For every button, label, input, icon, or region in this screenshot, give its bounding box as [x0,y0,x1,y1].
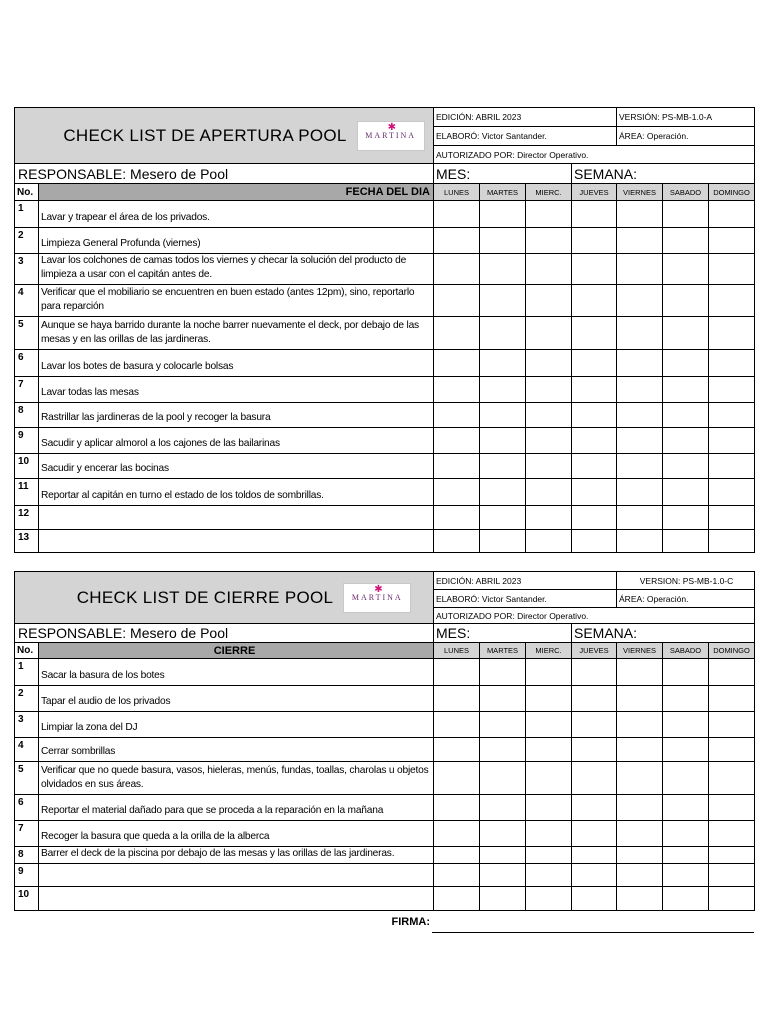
logo-star-icon: ✱ [374,583,383,595]
martina-logo: ✱ MARTINA [343,583,411,613]
check-cell-lunes[interactable] [434,201,480,228]
check-cell-miercoles[interactable] [526,864,572,887]
check-cell-martes[interactable] [480,454,526,479]
check-cell-domingo[interactable] [709,659,755,686]
opening-checklist [14,107,754,553]
check-cell-domingo[interactable] [709,479,755,506]
closing-col-main: CIERRE [39,643,434,659]
check-cell-martes[interactable] [480,864,526,887]
opening-mes: MES: [434,164,572,184]
table-row [15,285,755,317]
check-cell-viernes[interactable] [617,712,663,738]
check-cell-sabado[interactable] [663,454,709,479]
martina-logo: ✱ MARTINA [357,121,425,151]
check-cell-sabado[interactable] [663,712,709,738]
check-cell-sabado[interactable] [663,317,709,350]
check-cell-sabado[interactable] [663,201,709,228]
check-cell-jueves[interactable] [572,712,617,738]
check-cell-viernes[interactable] [617,659,663,686]
check-cell-miercoles[interactable] [526,201,572,228]
closing-area: ÁREA: Operación. [617,590,755,608]
check-cell-jueves[interactable] [572,738,617,762]
row-number: 3 [15,254,39,285]
task-description: Limpieza General Profunda (viernes) [39,228,434,254]
check-cell-miercoles[interactable] [526,506,572,530]
row-number: 13 [15,530,39,553]
check-cell-martes[interactable] [480,659,526,686]
check-cell-martes[interactable] [480,377,526,403]
check-cell-sabado[interactable] [663,530,709,553]
check-cell-viernes[interactable] [617,317,663,350]
check-cell-sabado[interactable] [663,762,709,795]
table-row [15,659,755,686]
check-cell-sabado[interactable] [663,738,709,762]
signature-line[interactable] [432,932,754,933]
firma-label: FIRMA: [391,916,430,928]
check-cell-martes[interactable] [480,201,526,228]
task-description: Reportar al capitán en turno el estado de los toldos de sombrillas. [39,479,434,506]
row-number: 3 [15,712,39,738]
row-number: 5 [15,317,39,350]
check-cell-jueves[interactable] [572,821,617,847]
opening-day-viernes: VIERNES [617,184,663,201]
closing-elaboro: ELABORÓ: Victor Santander. [434,590,617,608]
task-description: Verificar que no quede basura, vasos, hieleras, menús, fundas, toallas, charolas u objetos olvidados en sus áreas. [39,762,434,795]
check-cell-sabado[interactable] [663,428,709,454]
table-row [15,887,755,911]
check-cell-lunes[interactable] [434,506,480,530]
check-cell-jueves[interactable] [572,864,617,887]
check-cell-jueves[interactable] [572,659,617,686]
row-number: 11 [15,479,39,506]
check-cell-domingo[interactable] [709,285,755,317]
check-cell-domingo[interactable] [709,454,755,479]
check-cell-sabado[interactable] [663,864,709,887]
check-cell-martes[interactable] [480,428,526,454]
check-cell-martes[interactable] [480,738,526,762]
row-number: 1 [15,201,39,228]
check-cell-domingo[interactable] [709,686,755,712]
closing-day-martes: MARTES [480,643,526,659]
row-number: 4 [15,738,39,762]
check-cell-jueves[interactable] [572,847,617,864]
check-cell-domingo[interactable] [709,762,755,795]
closing-autorizado: AUTORIZADO POR: Director Operativo. [434,608,755,624]
check-cell-martes[interactable] [480,795,526,821]
check-cell-domingo[interactable] [709,864,755,887]
table-row [15,201,755,228]
check-cell-sabado[interactable] [663,506,709,530]
check-cell-jueves[interactable] [572,428,617,454]
opening-semana: SEMANA: [572,164,755,184]
row-number: 12 [15,506,39,530]
opening-day-lunes: LUNES [434,184,480,201]
check-cell-jueves[interactable] [572,686,617,712]
task-description: Recoger la basura que queda a la orilla de la alberca [39,821,434,847]
check-cell-viernes[interactable] [617,887,663,911]
check-cell-domingo[interactable] [709,847,755,864]
opening-day-jueves: JUEVES [572,184,617,201]
closing-mes: MES: [434,624,572,643]
check-cell-sabado[interactable] [663,228,709,254]
check-cell-jueves[interactable] [572,377,617,403]
table-row [15,762,755,795]
check-cell-sabado[interactable] [663,686,709,712]
check-cell-miercoles[interactable] [526,887,572,911]
table-row [15,864,755,887]
check-cell-domingo[interactable] [709,821,755,847]
task-description: Reportar el material dañado para que se proceda a la reparación en la mañana [39,795,434,821]
table-row [15,350,755,377]
check-cell-viernes[interactable] [617,377,663,403]
check-cell-miercoles[interactable] [526,530,572,553]
check-cell-miercoles[interactable] [526,377,572,403]
task-description: Lavar los botes de basura y colocarle bolsas [39,350,434,377]
check-cell-miercoles[interactable] [526,738,572,762]
table-row [15,428,755,454]
check-cell-viernes[interactable] [617,254,663,285]
table-row [15,377,755,403]
table-row [15,254,755,285]
check-cell-jueves[interactable] [572,530,617,553]
row-number: 7 [15,377,39,403]
task-description: Verificar que el mobiliario se encuentren en buen estado (antes 12pm), sino, reportarlo para reparción [39,285,434,317]
check-cell-miercoles[interactable] [526,659,572,686]
row-number: 6 [15,350,39,377]
check-cell-miercoles[interactable] [526,228,572,254]
check-cell-domingo[interactable] [709,428,755,454]
check-cell-viernes[interactable] [617,506,663,530]
check-cell-miercoles[interactable] [526,847,572,864]
signature-block [14,916,754,936]
closing-day-miercoles: MIERC. [526,643,572,659]
closing-col-no: No. [15,643,39,659]
closing-day-viernes: VIERNES [617,643,663,659]
check-cell-martes[interactable] [480,479,526,506]
opening-edicion: EDICIÓN: ABRIL 2023 [434,108,617,127]
table-row [15,712,755,738]
check-cell-sabado[interactable] [663,887,709,911]
row-number: 5 [15,762,39,795]
check-cell-martes[interactable] [480,686,526,712]
check-cell-viernes[interactable] [617,285,663,317]
closing-table [14,571,755,911]
opening-day-sabado: SABADO [663,184,709,201]
check-cell-jueves[interactable] [572,317,617,350]
check-cell-lunes[interactable] [434,403,480,428]
check-cell-sabado[interactable] [663,403,709,428]
check-cell-lunes[interactable] [434,887,480,911]
check-cell-sabado[interactable] [663,350,709,377]
check-cell-viernes[interactable] [617,821,663,847]
check-cell-viernes[interactable] [617,686,663,712]
check-cell-sabado[interactable] [663,254,709,285]
row-number: 9 [15,864,39,887]
check-cell-jueves[interactable] [572,506,617,530]
task-description: Lavar todas las mesas [39,377,434,403]
check-cell-miercoles[interactable] [526,821,572,847]
task-description: Tapar el audio de los privados [39,686,434,712]
task-description [39,864,434,887]
row-number: 6 [15,795,39,821]
check-cell-miercoles[interactable] [526,686,572,712]
closing-edicion: EDICIÓN: ABRIL 2023 [434,572,617,590]
closing-semana: SEMANA: [572,624,755,643]
check-cell-lunes[interactable] [434,712,480,738]
row-number: 8 [15,847,39,864]
check-cell-viernes[interactable] [617,864,663,887]
check-cell-lunes[interactable] [434,738,480,762]
check-cell-domingo[interactable] [709,317,755,350]
check-cell-domingo[interactable] [709,254,755,285]
opening-version: VERSIÓN: PS-MB-1.0-A [617,108,755,127]
opening-col-no: No. [15,184,39,201]
table-row [15,795,755,821]
task-description [39,887,434,911]
check-cell-miercoles[interactable] [526,285,572,317]
check-cell-domingo[interactable] [709,228,755,254]
check-cell-lunes[interactable] [434,317,480,350]
check-cell-lunes[interactable] [434,821,480,847]
row-number: 8 [15,403,39,428]
check-cell-domingo[interactable] [709,887,755,911]
table-row [15,479,755,506]
check-cell-jueves[interactable] [572,795,617,821]
check-cell-domingo[interactable] [709,506,755,530]
check-cell-sabado[interactable] [663,847,709,864]
task-description: Barrer el deck de la piscina por debajo de las mesas y las orillas de las jardineras. [39,847,434,864]
check-cell-martes[interactable] [480,317,526,350]
check-cell-lunes[interactable] [434,479,480,506]
opening-autorizado: AUTORIZADO POR: Director Operativo. [434,146,755,164]
check-cell-miercoles[interactable] [526,762,572,795]
closing-checklist [14,571,754,911]
check-cell-martes[interactable] [480,228,526,254]
check-cell-miercoles[interactable] [526,479,572,506]
check-cell-martes[interactable] [480,712,526,738]
check-cell-lunes[interactable] [434,659,480,686]
check-cell-lunes[interactable] [434,254,480,285]
check-cell-viernes[interactable] [617,201,663,228]
check-cell-jueves[interactable] [572,762,617,795]
table-row [15,530,755,553]
table-row [15,228,755,254]
check-cell-jueves[interactable] [572,201,617,228]
task-description: Sacar la basura de los botes [39,659,434,686]
check-cell-lunes[interactable] [434,350,480,377]
check-cell-sabado[interactable] [663,795,709,821]
task-description: Rastrillar las jardineras de la pool y recoger la basura [39,403,434,428]
check-cell-miercoles[interactable] [526,712,572,738]
check-cell-viernes[interactable] [617,738,663,762]
check-cell-sabado[interactable] [663,479,709,506]
check-cell-miercoles[interactable] [526,795,572,821]
check-cell-domingo[interactable] [709,530,755,553]
check-cell-miercoles[interactable] [526,254,572,285]
check-cell-jueves[interactable] [572,254,617,285]
row-number: 2 [15,228,39,254]
closing-day-sabado: SABADO [663,643,709,659]
check-cell-jueves[interactable] [572,403,617,428]
check-cell-viernes[interactable] [617,403,663,428]
task-description [39,506,434,530]
opening-elaboro: ELABORÓ: Victor Santander. [434,127,617,146]
task-description: Lavar y trapear el área de los privados. [39,201,434,228]
check-cell-viernes[interactable] [617,428,663,454]
row-number: 1 [15,659,39,686]
check-cell-viernes[interactable] [617,530,663,553]
task-description: Lavar los colchones de camas todos los viernes y checar la solución del producto de limpieza a usar con el capitán antes de. [39,254,434,285]
closing-version: VERSION: PS-MB-1.0-C [617,572,755,590]
check-cell-martes[interactable] [480,847,526,864]
check-cell-jueves[interactable] [572,479,617,506]
opening-title-cell [15,108,434,164]
task-description: Limpiar la zona del DJ [39,712,434,738]
check-cell-domingo[interactable] [709,712,755,738]
row-number: 2 [15,686,39,712]
check-cell-lunes[interactable] [434,285,480,317]
opening-day-domingo: DOMINGO [709,184,755,201]
opening-table [14,107,755,553]
check-cell-jueves[interactable] [572,454,617,479]
check-cell-martes[interactable] [480,762,526,795]
check-cell-lunes[interactable] [434,377,480,403]
check-cell-martes[interactable] [480,350,526,377]
opening-day-miercoles: MIERC. [526,184,572,201]
check-cell-martes[interactable] [480,821,526,847]
opening-responsable: RESPONSABLE: Mesero de Pool [15,164,434,184]
check-cell-domingo[interactable] [709,738,755,762]
check-cell-domingo[interactable] [709,377,755,403]
check-cell-jueves[interactable] [572,350,617,377]
table-row [15,317,755,350]
task-description: Cerrar sombrillas [39,738,434,762]
check-cell-viernes[interactable] [617,847,663,864]
check-cell-sabado[interactable] [663,821,709,847]
row-number: 9 [15,428,39,454]
check-cell-miercoles[interactable] [526,454,572,479]
closing-day-lunes: LUNES [434,643,480,659]
opening-area: ÁREA: Operación. [617,127,755,146]
table-row [15,847,755,864]
check-cell-martes[interactable] [480,530,526,553]
table-row [15,686,755,712]
check-cell-lunes[interactable] [434,530,480,553]
task-description: Sacudir y aplicar almorol a los cajones de las bailarinas [39,428,434,454]
opening-col-main: FECHA DEL DIA [39,184,434,201]
check-cell-miercoles[interactable] [526,317,572,350]
task-description: Aunque se haya barrido durante la noche barrer nuevamente el deck, por debajo de las mesas y en las orillas de las jardineras. [39,317,434,350]
check-cell-viernes[interactable] [617,479,663,506]
check-cell-lunes[interactable] [434,686,480,712]
check-cell-miercoles[interactable] [526,428,572,454]
check-cell-sabado[interactable] [663,285,709,317]
check-cell-miercoles[interactable] [526,350,572,377]
check-cell-viernes[interactable] [617,795,663,821]
check-cell-domingo[interactable] [709,201,755,228]
check-cell-domingo[interactable] [709,403,755,428]
table-row [15,454,755,479]
task-description: Sacudir y encerar las bocinas [39,454,434,479]
check-cell-viernes[interactable] [617,762,663,795]
check-cell-martes[interactable] [480,887,526,911]
check-cell-viernes[interactable] [617,350,663,377]
check-cell-viernes[interactable] [617,454,663,479]
opening-day-martes: MARTES [480,184,526,201]
check-cell-sabado[interactable] [663,377,709,403]
closing-day-jueves: JUEVES [572,643,617,659]
check-cell-sabado[interactable] [663,659,709,686]
table-row [15,506,755,530]
check-cell-lunes[interactable] [434,864,480,887]
check-cell-viernes[interactable] [617,228,663,254]
check-cell-lunes[interactable] [434,847,480,864]
check-cell-lunes[interactable] [434,762,480,795]
check-cell-jueves[interactable] [572,228,617,254]
row-number: 10 [15,454,39,479]
check-cell-domingo[interactable] [709,795,755,821]
check-cell-lunes[interactable] [434,454,480,479]
check-cell-lunes[interactable] [434,428,480,454]
check-cell-jueves[interactable] [572,887,617,911]
check-cell-martes[interactable] [480,285,526,317]
closing-title-cell [15,572,434,624]
check-cell-miercoles[interactable] [526,403,572,428]
table-row [15,403,755,428]
check-cell-domingo[interactable] [709,350,755,377]
closing-day-domingo: DOMINGO [709,643,755,659]
row-number: 7 [15,821,39,847]
check-cell-lunes[interactable] [434,795,480,821]
closing-title: CHECK LIST DE CIERRE POOL [76,587,334,607]
row-number: 4 [15,285,39,317]
check-cell-martes[interactable] [480,403,526,428]
row-number: 10 [15,887,39,911]
logo-star-icon: ✱ [387,121,397,133]
check-cell-martes[interactable] [480,254,526,285]
task-description [39,530,434,553]
check-cell-jueves[interactable] [572,285,617,317]
table-row [15,738,755,762]
table-row [15,821,755,847]
closing-responsable: RESPONSABLE: Mesero de Pool [15,624,434,643]
check-cell-lunes[interactable] [434,228,480,254]
check-cell-martes[interactable] [480,506,526,530]
opening-title: CHECK LIST DE APERTURA POOL [63,125,347,145]
